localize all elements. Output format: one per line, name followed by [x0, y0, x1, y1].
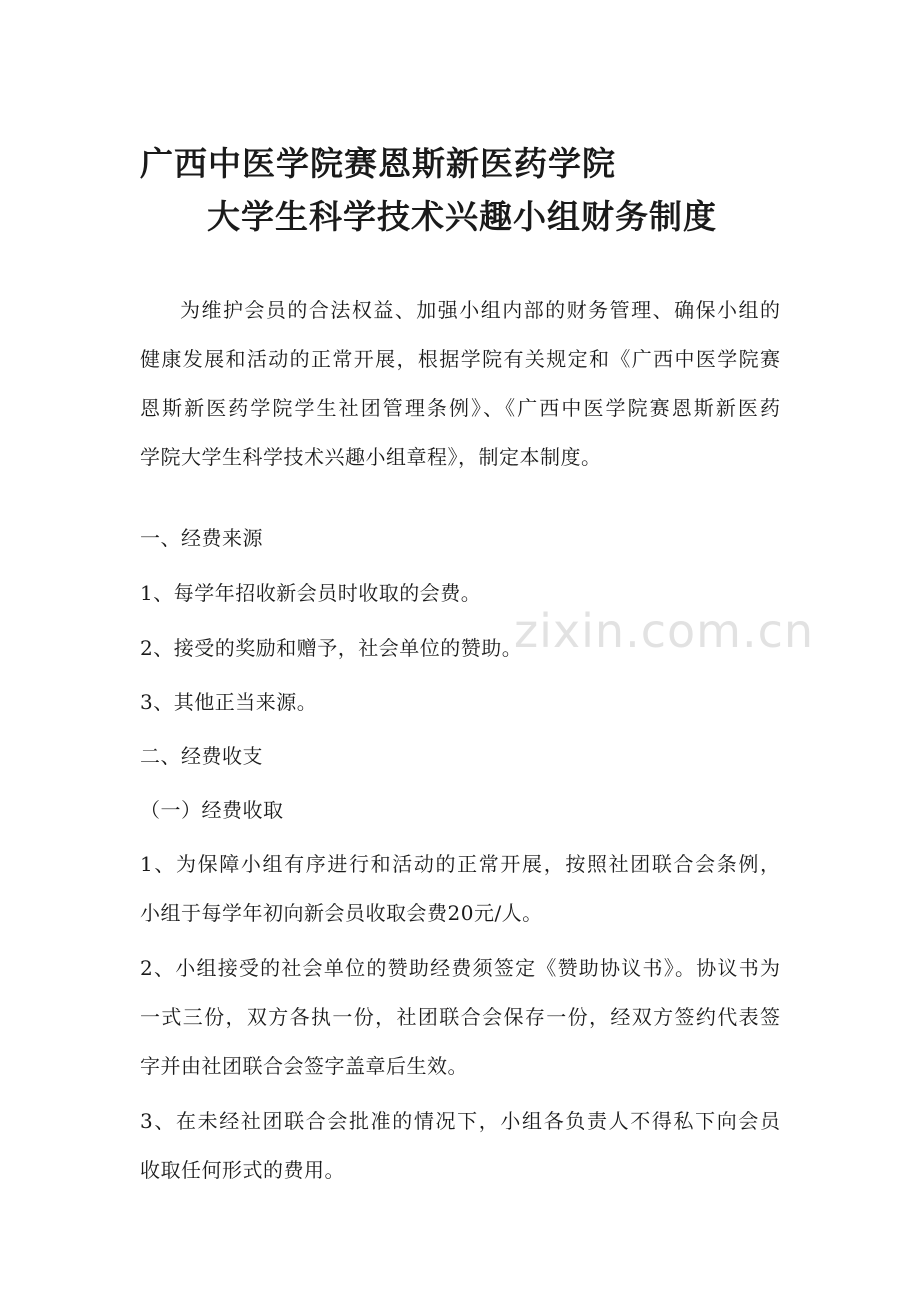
intro-line-2: 健康发展和活动的正常开展，根据学院有关规定和《广西中医学院赛 — [140, 347, 780, 371]
watermark: zixin.com.cn — [514, 604, 815, 658]
clause-2-line-2: 一式三份，双方各执一份，社团联合会保存一份，经双方签约代表签 — [140, 1005, 780, 1029]
clause-3-line-1: 3、在未经社团联合会批准的情况下，小组各负责人不得私下向会员 — [140, 1109, 780, 1133]
document-title-line-1: 广西中医学院赛恩斯新医药学院 — [140, 144, 616, 183]
list-item: 3、其他正当来源。 — [140, 690, 318, 714]
section-heading-income-expenditure: 二、经费收支 — [140, 744, 263, 768]
subsection-heading-fee-collection: （一）经费收取 — [140, 798, 284, 822]
list-item: 1、每学年招收新会员时收取的会费。 — [140, 581, 482, 605]
list-item: 2、接受的奖励和赠予，社会单位的赞助。 — [140, 636, 523, 660]
clause-1-line-2: 小组于每学年初向新会员收取会费20元/人。 — [140, 901, 543, 925]
clause-2-line-1: 2、小组接受的社会单位的赞助经费须签定《赞助协议书》。协议书为 — [140, 956, 780, 980]
intro-line-3: 恩斯新医药学院学生社团管理条例》、《广西中医学院赛恩斯新医药 — [140, 396, 780, 420]
clause-3-line-2: 收取任何形式的费用。 — [140, 1158, 345, 1182]
intro-line-4: 学院大学生科学技术兴趣小组章程》，制定本制度。 — [140, 445, 602, 469]
section-heading-funding-sources: 一、经费来源 — [140, 526, 263, 550]
clause-2-line-3: 字并由社团联合会签字盖章后生效。 — [140, 1054, 468, 1078]
document-title-line-2: 大学生科学技术兴趣小组财务制度 — [207, 197, 717, 236]
clause-1-line-1: 1、为保障小组有序进行和活动的正常开展，按照社团联合会条例， — [140, 852, 780, 876]
intro-line-1: 为维护会员的合法权益、加强小组内部的财务管理、确保小组的 — [180, 298, 780, 322]
